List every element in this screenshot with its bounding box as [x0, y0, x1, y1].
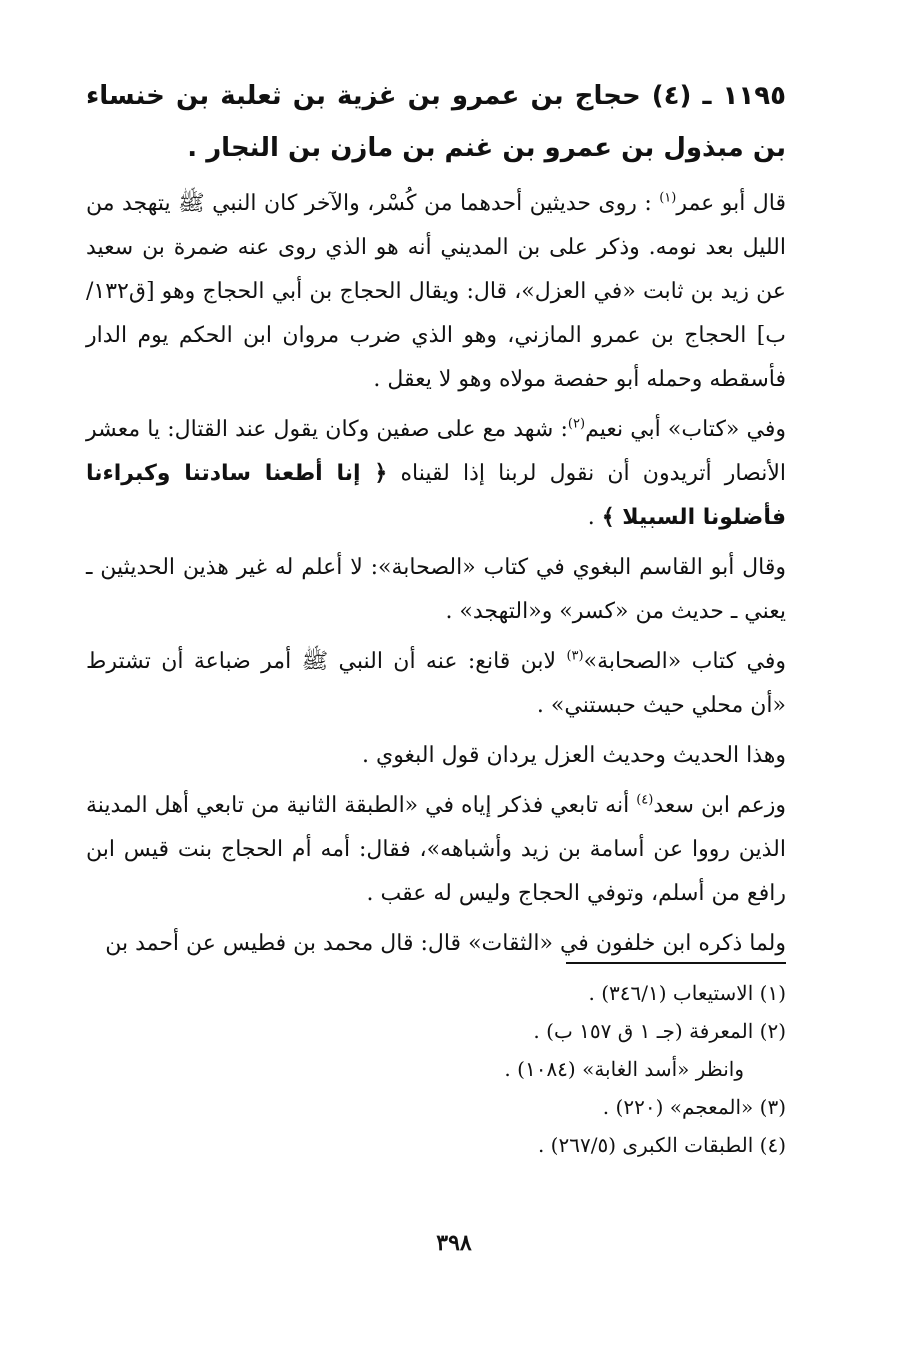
footnotes [86, 974, 786, 1164]
paragraph-text: ولما ذكره ابن خلفون في «الثقات» قال: قال محمد بن فطيس عن أحمد بن [105, 931, 786, 956]
footnote-1: (١) الاستيعاب (٣٤٦/١) . [588, 981, 786, 1005]
footnote-ref-3: (٣) [566, 648, 584, 664]
paragraph-text: وهذا الحديث وحديث العزل يردان قول البغوي . [361, 743, 786, 768]
paragraph-text: وقال أبو القاسم البغوي في كتاب «الصحابة»: لا أعلم له غير هذين الحديثين ـ يعني ـ حديث من «كسر» و«التهجد» . [86, 555, 786, 624]
paragraph-ibn-qani [86, 640, 786, 728]
paragraph-text: وفي «كتاب» أبي نعيم [585, 417, 786, 442]
main-text [86, 70, 786, 972]
footnote-4: (٤) الطبقات الكبرى (٢٦٧/٥) . [537, 1133, 786, 1157]
footnote-2-see-also: وانظر «أسد الغابة» (١٠٨٤) . [504, 1057, 744, 1081]
footnote-divider [566, 962, 786, 964]
paragraph-ibn-khalfun [86, 922, 786, 966]
paragraph-baghawi [86, 546, 786, 634]
paragraph-text: قال أبو عمر [676, 191, 787, 216]
footnote-ref-4: (٤) [636, 792, 654, 808]
paragraph-text: أنه تابعي فذكر إياه في «الطبقة الثانية من تابعي أهل المدينة الذين رووا عن أسامة بن زيد وأشباهه»، فقال: أمه أم الحجاج بنت قيس ابن رافع من أسلم، وتوفي الحجاج وليس له عقب . [86, 793, 786, 906]
paragraph-text: وفي كتاب «الصحابة» [583, 649, 786, 674]
quran-quote: ﴿ إنا أطعنا سادتنا وكبراءنا فأضلونا السبيلا ﴾ [86, 461, 786, 530]
paragraph-hadith-azl [86, 734, 786, 778]
paragraph-text: . [587, 505, 602, 530]
paragraph-ibn-saad [86, 784, 786, 916]
footnote-3: (٣) «المعجم» (٢٢٠) . [602, 1095, 786, 1119]
footnote-2: (٢) المعرفة (جـ ١ ق ١٥٧ ب) . [533, 1019, 786, 1043]
entry-heading: ١١٩٥ ـ (٤) حجاج بن عمرو بن غزية بن ثعلبة بن خنساء بن مبذول بن عمرو بن غنم بن مازن بن النجار . [86, 81, 786, 163]
footnote-ref-1: (١) [659, 190, 677, 206]
paragraph-text: : روى حديثين أحدهما من كُسْر، والآخر كان النبي ﷺ يتهجد من الليل بعد نومه. وذكر على بن المديني أنه هو الذي روى عنه ضمرة بن سعيد عن زيد بن ثابت «في العزل»، قال: ويقال الحجاج بن أبي الحجاج وهو [ق١٣٢/ب] الحجاج بن عمرو المازني، وهو الذي ضرب مروان ابن الحكم يوم الدار فأسقطه وحمله أبو حفصة مولاه وهو لا يعقل . [86, 191, 786, 392]
paragraph-abu-umar [86, 182, 786, 402]
page-number: ٣٩٨ [436, 1230, 472, 1256]
paragraph-text: لابن قانع: عنه أن النبي ﷺ أمر ضباعة أن تشترط «أن محلي حيث حبستني» . [86, 649, 786, 718]
paragraph-text: وزعم ابن سعد [653, 793, 786, 818]
paragraph-abu-nuaym [86, 408, 786, 540]
footnote-ref-2: (٢) [567, 416, 586, 432]
paragraph-text: : شهد مع على صفين وكان يقول عند القتال: يا معشر الأنصار أتريدون أن نقول لربنا إذا لقيناه [86, 417, 786, 486]
